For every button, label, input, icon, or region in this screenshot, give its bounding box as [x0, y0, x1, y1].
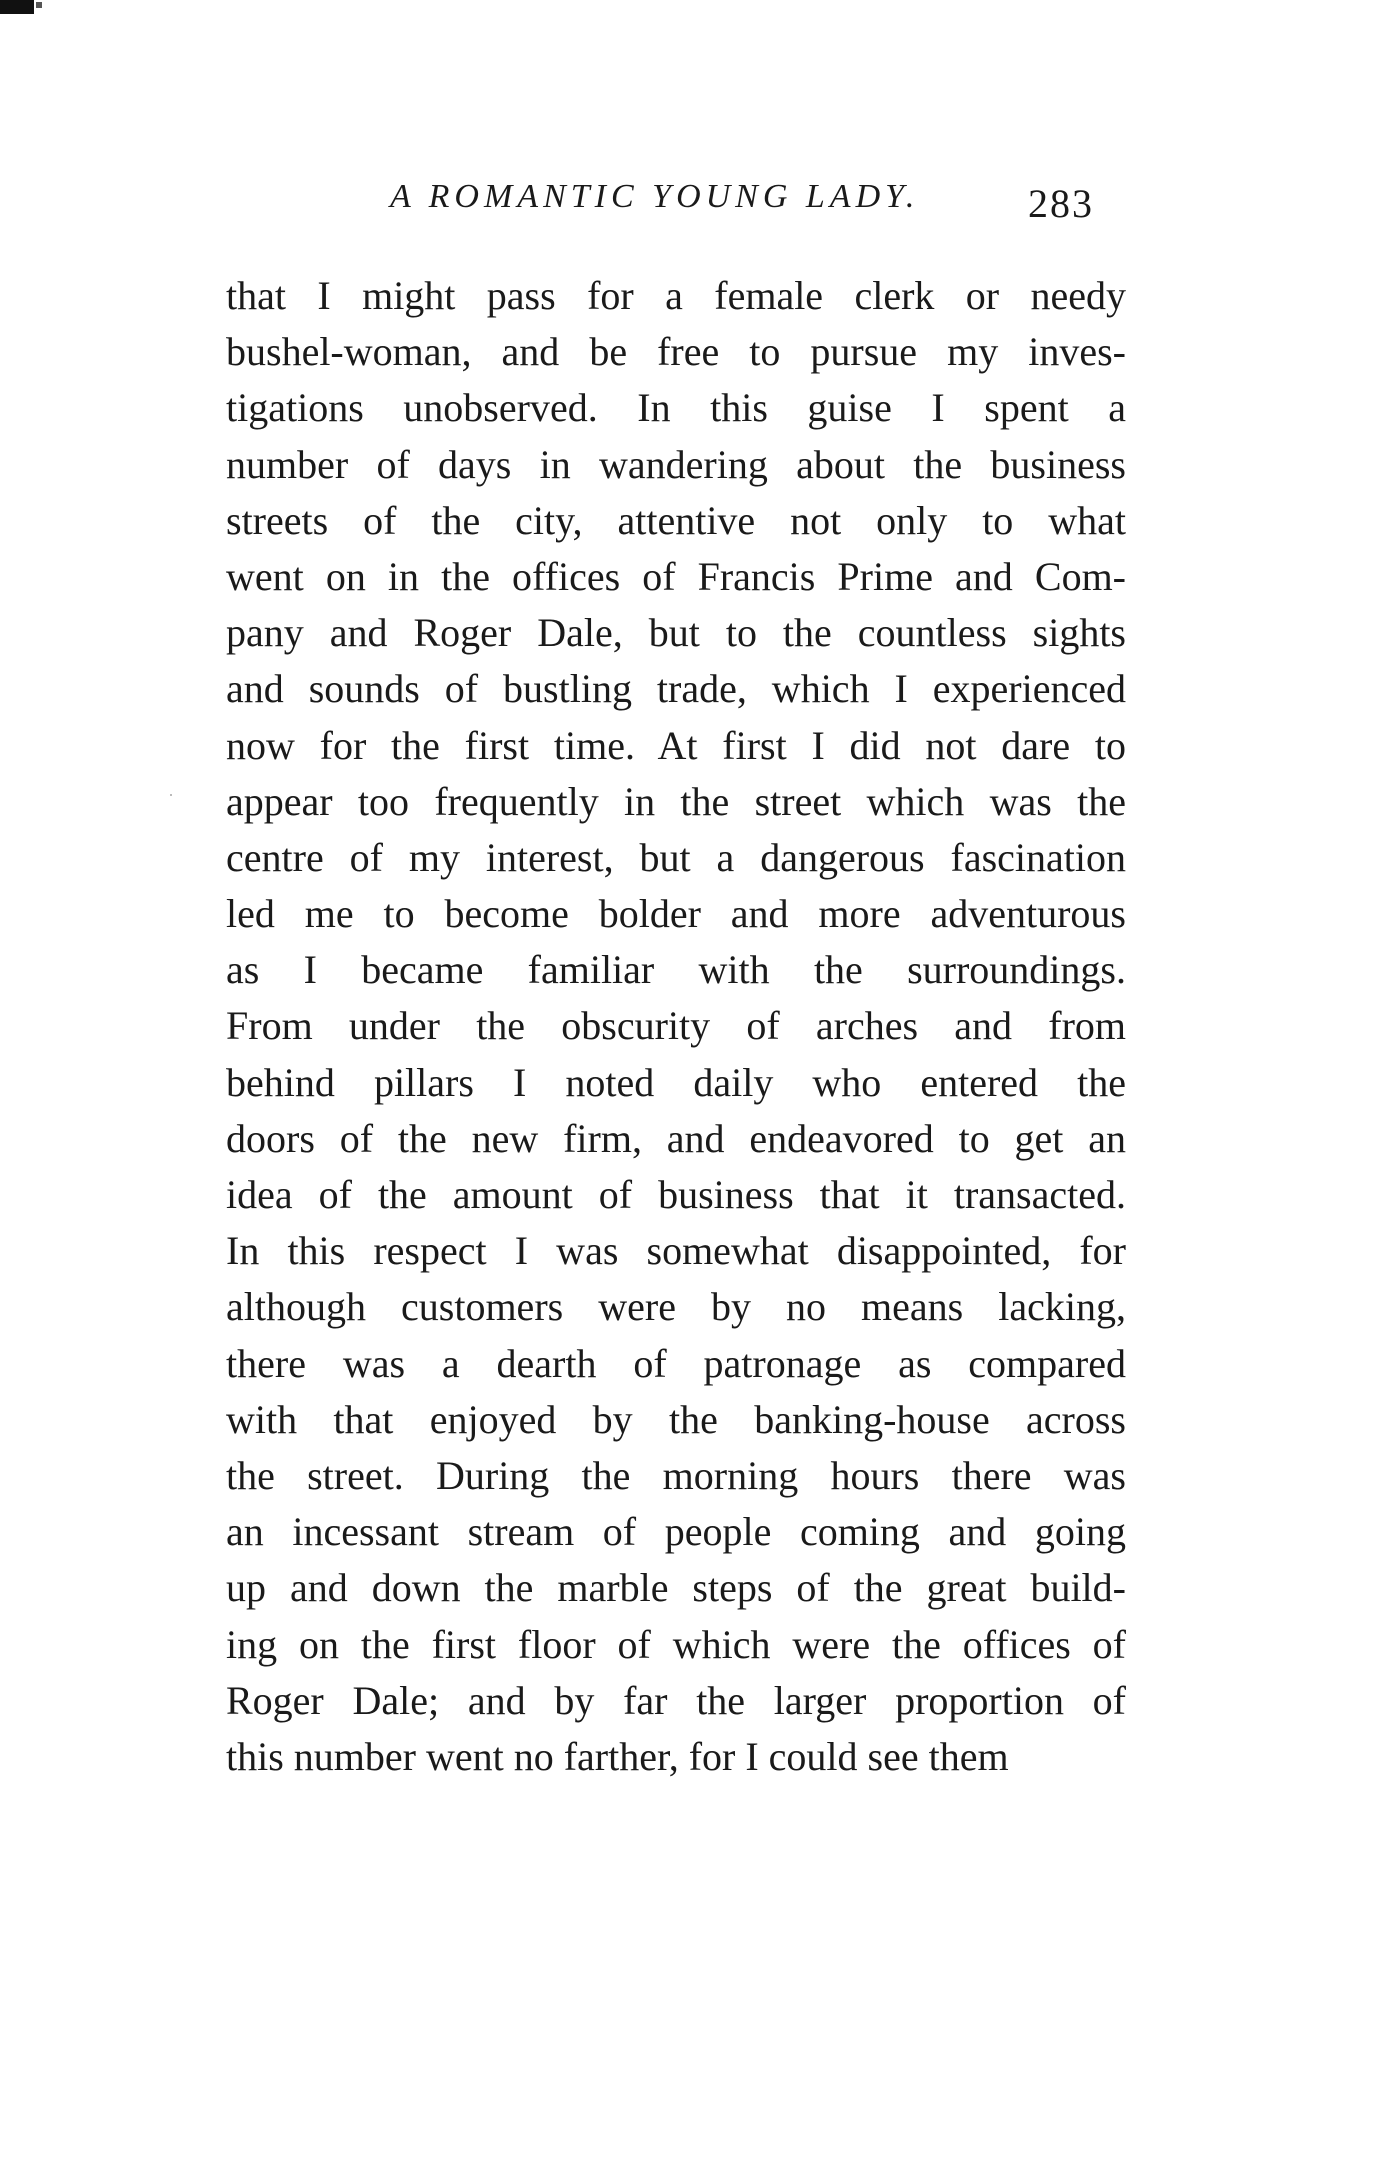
running-header [228, 178, 1128, 234]
running-title: A ROMANTIC YOUNG LADY. [390, 178, 920, 215]
text-line: an incessant stream of people coming and going [226, 1509, 1126, 1555]
text-line: appear too frequently in the street which was the [226, 778, 1126, 824]
text-line: Roger Dale; and by far the larger proportion of [226, 1677, 1126, 1723]
text-line: doors of the new firm, and endeavored to get an [226, 1115, 1126, 1161]
text-line: there was a dearth of patronage as compared [226, 1340, 1126, 1386]
text-line: that I might pass for a female clerk or needy [226, 273, 1126, 318]
text-line: up and down the marble steps of the great build- [226, 1565, 1126, 1611]
page-number: 283 [1028, 181, 1094, 226]
text-line: this number went no farther, for I could see them [226, 1733, 1009, 1779]
text-line: tigations unobserved. In this guise I spent a [226, 385, 1126, 431]
text-line: although customers were by no means lacking, [226, 1284, 1126, 1330]
text-line: streets of the city, attentive not only to what [226, 497, 1126, 543]
text-line: as I became familiar with the surroundings. [226, 947, 1126, 993]
text-line: went on in the offices of Francis Prime and Com- [226, 553, 1126, 599]
text-line: From under the obscurity of arches and from [226, 1003, 1126, 1049]
text-line: and sounds of bustling trade, which I experienced [226, 666, 1126, 712]
body-text [226, 268, 1126, 1785]
text-line: number of days in wandering about the business [226, 441, 1126, 487]
text-line: led me to become bolder and more adventurous [226, 891, 1126, 937]
text-line: the street. During the morning hours there was [226, 1452, 1126, 1498]
text-line: with that enjoyed by the banking-house across [226, 1396, 1126, 1442]
text-line: now for the first time. At first I did not dare to [226, 722, 1126, 768]
text-line: ing on the first floor of which were the offices of [226, 1621, 1126, 1667]
text-line: In this respect I was somewhat disappointed, for [226, 1228, 1126, 1274]
text-line: idea of the amount of business that it transacted. [226, 1172, 1126, 1217]
text-line: bushel-woman, and be free to pursue my inves- [226, 329, 1126, 375]
scan-speck [170, 794, 172, 796]
text-line: pany and Roger Dale, but to the countless sights [226, 610, 1126, 656]
text-line: centre of my interest, but a dangerous fascination [226, 834, 1126, 880]
scan-corner-mark [0, 0, 34, 14]
text-line: behind pillars I noted daily who entered the [226, 1059, 1126, 1105]
